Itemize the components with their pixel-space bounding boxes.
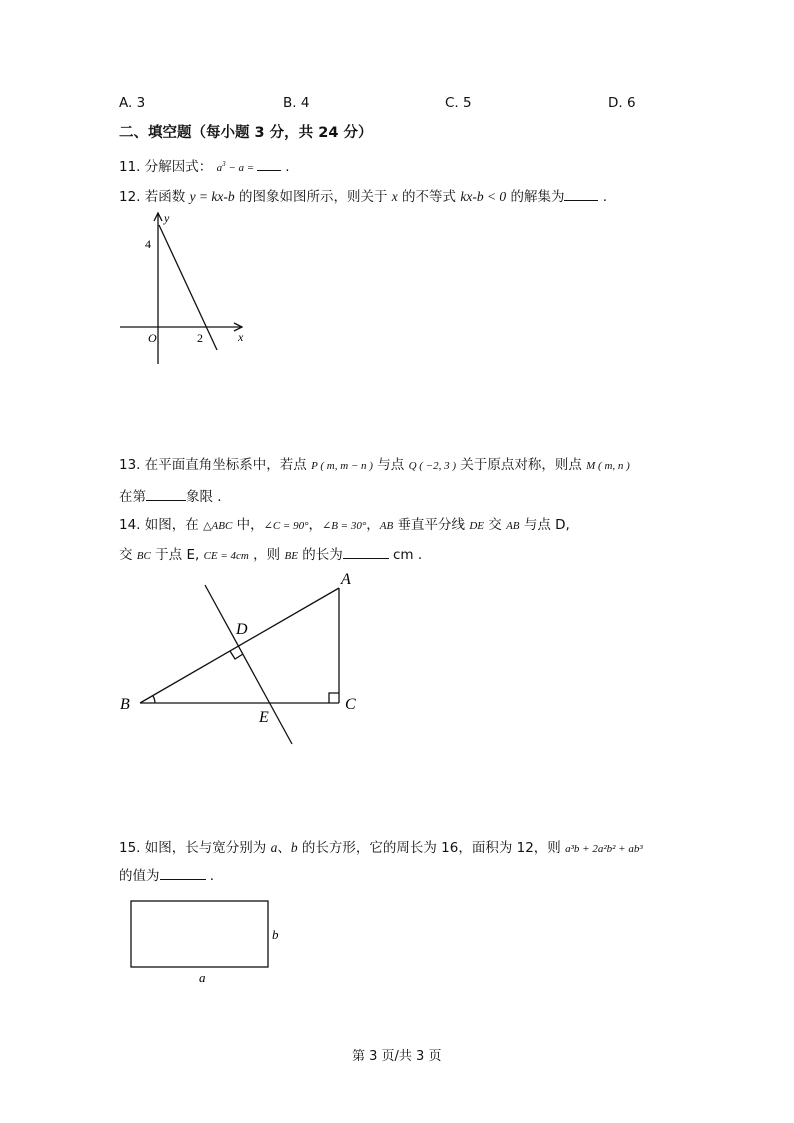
- q12-text-4: 的解集为: [506, 189, 565, 205]
- question-14: [119, 513, 570, 533]
- q15-expression: a³b + 2a²b² + ab³: [565, 843, 643, 855]
- q11-answer-blank[interactable]: [257, 157, 281, 171]
- function-line: [159, 225, 217, 350]
- question-15-line-2: [119, 864, 214, 884]
- q14-text-8: ，则: [248, 547, 285, 563]
- q14-text-6: 交: [119, 547, 137, 563]
- x-intercept-label: 2: [197, 331, 203, 345]
- q15-var-b: b: [290, 840, 298, 855]
- option-d: D. 6: [608, 95, 636, 111]
- q14-triangle: △ABC: [203, 520, 233, 532]
- q14-segment-be: BE: [284, 550, 298, 562]
- segment-ab: [140, 588, 339, 703]
- point-e-label: E: [259, 709, 269, 726]
- q14-text-5: 与点 D,: [519, 517, 570, 533]
- option-a: A. 3: [119, 95, 146, 111]
- q12-function: y = kx-b: [189, 189, 235, 204]
- q13-text-4: 在第: [119, 489, 146, 505]
- q15-var-a: a: [270, 840, 278, 855]
- q14-line-de: DE: [469, 520, 484, 532]
- q11-prefix: 11. 分解因式：: [119, 159, 213, 175]
- perpendicular-bisector: [205, 585, 292, 744]
- q15-text-1: 15. 如图，长与宽分别为: [119, 840, 271, 856]
- question-13: [119, 453, 630, 473]
- question-11: [119, 155, 290, 175]
- rectangle: [131, 901, 268, 967]
- q13-point-p: P ( m, m − n ): [311, 460, 373, 472]
- x-axis-label: x: [238, 330, 244, 344]
- y-axis-label: y: [164, 211, 170, 225]
- question-14-line-2: [119, 543, 422, 563]
- q13-answer-blank[interactable]: [146, 487, 186, 501]
- q14-length-ce: CE = 4cm: [203, 550, 249, 562]
- q14-text-4: 交: [483, 517, 507, 533]
- q12-text-3: 的不等式: [397, 189, 461, 205]
- vertex-b-label: B: [120, 696, 130, 713]
- angle-mark-b: [153, 696, 155, 703]
- right-angle-mark-c: [329, 693, 339, 703]
- q13-text-3: 关于原点对称，则点: [456, 457, 587, 473]
- q13-text-2: 与点: [372, 457, 409, 473]
- question-15: [119, 836, 643, 856]
- q15-answer-blank[interactable]: [160, 866, 206, 880]
- q14-segment-ab-2: AB: [506, 520, 520, 532]
- q14-text-9: 的长为: [297, 547, 343, 563]
- q14-sep-1: ，: [308, 517, 322, 533]
- origin-label: O: [148, 331, 157, 345]
- vertex-c-label: C: [345, 696, 356, 713]
- question-12: [119, 185, 607, 205]
- q14-text-2: 中，: [232, 517, 264, 533]
- q14-text-3: 垂直平分线: [393, 517, 470, 533]
- q13-point-q: Q ( −2, 3 ): [408, 460, 457, 472]
- point-d-label: D: [236, 621, 248, 638]
- q14-text-7: 于点 E,: [150, 547, 204, 563]
- q14-angle-b: ∠B = 30°: [322, 520, 367, 532]
- x-axis-arrow: [234, 323, 242, 331]
- q12-text-2: 的图象如图所示，则关于: [234, 189, 392, 205]
- q14-angle-c: ∠C = 90°: [263, 520, 309, 532]
- vertex-a-label: A: [341, 571, 351, 588]
- q14-segment-ab: AB: [379, 520, 394, 532]
- y-intercept-label: 4: [145, 237, 151, 251]
- q15-text-2: 的长方形，它的周长为 16，面积为 12，则: [297, 840, 566, 856]
- q14-sep-2: ，: [366, 517, 380, 533]
- page-footer: 第 3 页/共 3 页: [352, 1049, 442, 1064]
- q13-text-1: 13. 在平面直角坐标系中，若点: [119, 457, 312, 473]
- side-a-label: a: [199, 970, 206, 985]
- q14-text-10: cm .: [388, 547, 423, 563]
- q11-expr: $a^3 - a$ =: [216, 160, 257, 174]
- section-title: 二、填空题（每小题 3 分，共 24 分）: [119, 125, 373, 141]
- question-13-line-2: [119, 485, 222, 505]
- side-b-label: b: [272, 927, 279, 942]
- q13-point-m: M ( m, n ): [586, 460, 630, 472]
- option-c: C. 5: [445, 95, 472, 111]
- q12-inequality: kx-b < 0: [460, 189, 507, 204]
- q14-segment-bc: BC: [136, 550, 151, 562]
- q12-suffix: .: [598, 189, 608, 205]
- q14-answer-blank[interactable]: [343, 545, 389, 559]
- option-b: B. 4: [283, 95, 310, 111]
- q12-var-x: x: [391, 189, 398, 204]
- q15-text-3: 的值为: [119, 868, 160, 884]
- q15-text-4: .: [205, 868, 215, 884]
- q12-answer-blank[interactable]: [564, 187, 598, 201]
- y-axis-arrow: [154, 213, 162, 221]
- q12-text-1: 12. 若函数: [119, 189, 190, 205]
- q14-text-1: 14. 如图，在: [119, 517, 204, 533]
- right-angle-mark-d: [230, 651, 243, 659]
- q15-sep: 、: [277, 840, 291, 856]
- q13-text-5: 象限 .: [186, 489, 222, 505]
- q11-suffix: .: [285, 159, 290, 175]
